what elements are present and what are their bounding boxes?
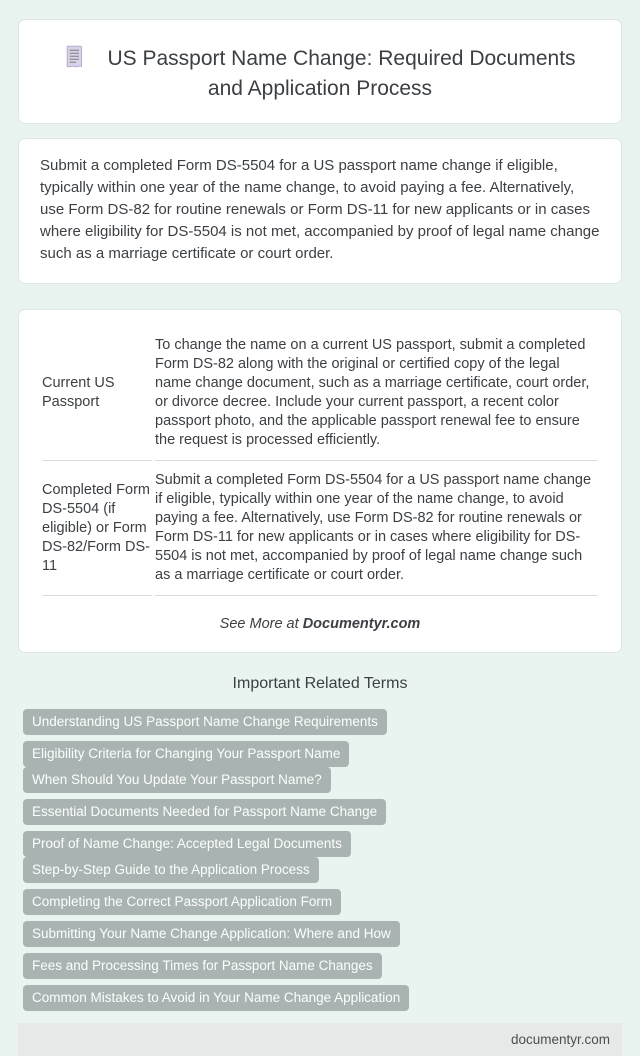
related-term-tag[interactable]: Essential Documents Needed for Passport Name Change	[23, 799, 386, 825]
related-terms-list	[23, 709, 622, 1011]
tag-row	[23, 921, 622, 947]
tag-row	[23, 709, 622, 735]
table-row	[42, 461, 598, 596]
tag-row	[23, 831, 622, 883]
related-terms-heading: Important Related Terms	[232, 675, 408, 692]
summary-card	[18, 138, 622, 284]
related-term-tag[interactable]: Proof of Name Change: Accepted Legal Documents	[23, 831, 351, 857]
tag-row	[23, 985, 622, 1011]
page	[0, 19, 640, 1056]
related-term-tag[interactable]: Step-by-Step Guide to the Application Process	[23, 857, 319, 883]
page-title	[53, 44, 587, 104]
see-more-text: See More at	[219, 616, 299, 632]
tag-row	[23, 889, 622, 915]
see-more-line	[39, 616, 601, 632]
description-cell: To change the name on a current US passport, submit a completed Form DS-82 along with the original or certified copy of the legal name change document, such as a marriage certificate, court order, or divorce decree. Include your current passport, a recent color passport photo, and the applicable passport renewal fee to ensure the request is processed efficiently.	[155, 326, 598, 461]
tag-row	[23, 799, 622, 825]
table-row	[42, 326, 598, 461]
details-table	[39, 326, 601, 596]
footer-site-label: documentyr.com	[510, 1032, 610, 1047]
tag-row	[23, 953, 622, 979]
title-card	[18, 19, 622, 124]
page-title-text: US Passport Name Change: Required Documents and Application Process	[107, 47, 576, 100]
related-term-tag[interactable]: Completing the Correct Passport Application Form	[23, 889, 341, 915]
details-card	[18, 309, 622, 653]
related-term-tag[interactable]: When Should You Update Your Passport Name?	[23, 767, 331, 793]
footer-bar	[18, 1023, 622, 1056]
related-term-tag[interactable]: Common Mistakes to Avoid in Your Name Change Application	[23, 985, 409, 1011]
related-term-tag[interactable]: Fees and Processing Times for Passport Name Changes	[23, 953, 382, 979]
summary-text: Submit a completed Form DS-5504 for a US passport name change if eligible, typically within one year of the name change, to avoid paying a fee. Alternatively, use Form DS-82 for routine renewals or Form DS-11 for new applicants or in cases where eligibility for DS-5504 is not met, accompanied by proof of legal name change such as a marriage certificate or court order.	[40, 157, 600, 262]
term-cell: Current US Passport	[42, 326, 152, 461]
related-term-tag[interactable]: Understanding US Passport Name Change Requirements	[23, 709, 387, 735]
term-cell: Completed Form DS-5504 (if eligible) or Form DS-82/Form DS-11	[42, 461, 152, 596]
related-term-tag[interactable]: Eligibility Criteria for Changing Your Passport Name	[23, 741, 349, 767]
see-more-brand: Documentyr.com	[302, 616, 421, 632]
description-cell: Submit a completed Form DS-5504 for a US passport name change if eligible, typically within one year of the name change, to avoid paying a fee. Alternatively, use Form DS-82 for routine renewals or Form DS-11 for new applicants or in cases where eligibility for DS-5504 is not met, accompanied by proof of legal name change such as a marriage certificate or court order.	[155, 461, 598, 596]
tag-row	[23, 741, 622, 793]
related-term-tag[interactable]: Submitting Your Name Change Application: Where and How	[23, 921, 400, 947]
receipt-icon	[64, 45, 85, 70]
